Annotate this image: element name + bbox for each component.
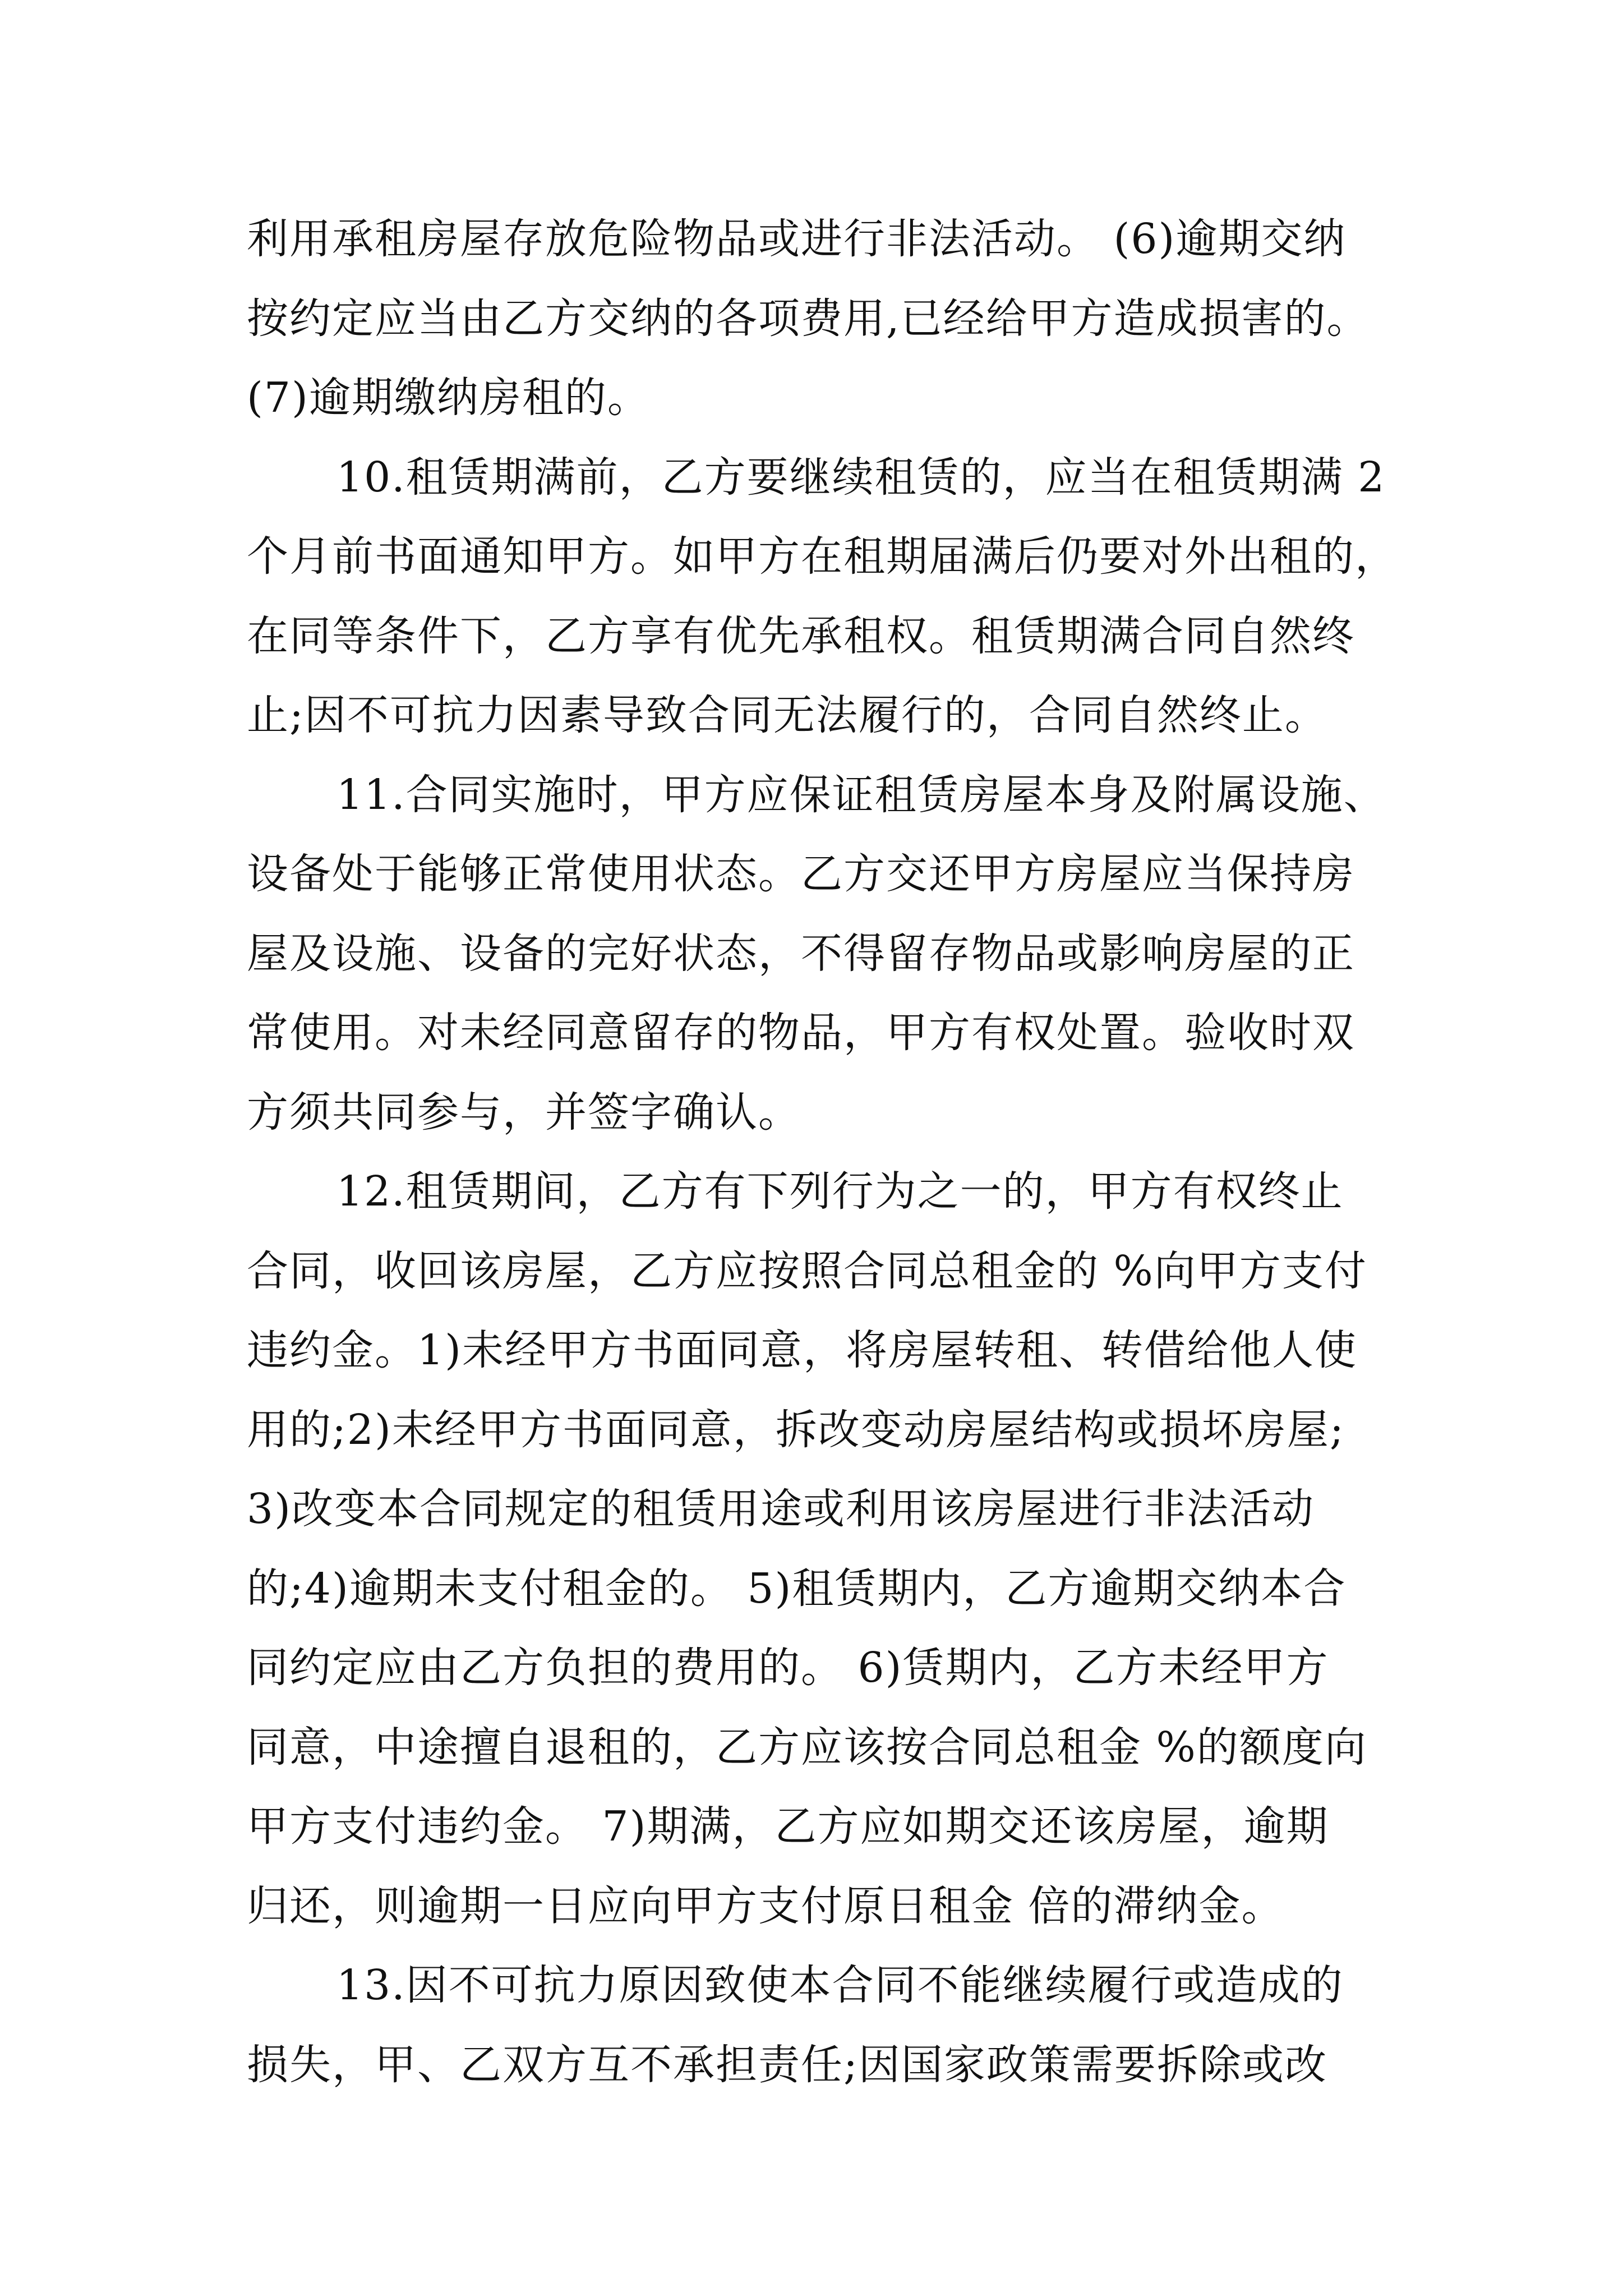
text-line: 按约定应当由乙方交纳的各项费用,已经给甲方造成损害的。 [247,294,1370,343]
text-line: 止;因不可抗力因素导致合同无法履行的，合同自然终止。 [247,691,1327,739]
text-line: 用的;2)未经甲方书面同意，拆改变动房屋结构或损坏房屋; [247,1405,1345,1454]
text-line: 屋及设施、设备的完好状态，不得留存物品或影响房屋的正 [247,929,1355,978]
text-line: 常使用。对未经同意留存的物品，甲方有权处置。验收时双 [247,1009,1355,1057]
text-line: 合同，收回该房屋，乙方应按照合同总租金的 %向甲方支付 [247,1246,1367,1295]
text-line: (7)逾期缴纳房租的。 [247,374,650,422]
text-line: 甲方支付违约金。 7)期满，乙方应如期交还该房屋，逾期 [247,1802,1329,1851]
text-line: 归还，则逾期一日应向甲方支付原日租金 倍的滞纳金。 [247,1881,1284,1930]
text-line: 在同等条件下，乙方享有优先承租权。租赁期满合同自然终 [247,611,1355,660]
text-line: 利用承租房屋存放危险物品或进行非法活动。 (6)逾期交纳 [247,215,1347,263]
text-line: 设备处于能够正常使用状态。乙方交还甲方房屋应当保持房 [247,850,1355,898]
text-line: 方须共同参与，并签字确认。 [247,1088,801,1137]
clause-start-line: 10.租赁期满前，乙方要继续租赁的，应当在租赁期满 2 [336,453,1386,501]
text-line: 同意，中途擅自退租的，乙方应该按合同总租金 %的额度向 [247,1723,1367,1772]
text-line: 损失，甲、乙双方互不承担责任;因国家政策需要拆除或改 [247,2040,1327,2089]
text-line: 的;4)逾期未支付租金的。 5)租赁期内，乙方逾期交纳本合 [247,1564,1347,1613]
clause-start-line: 12.租赁期间，乙方有下列行为之一的，甲方有权终止 [336,1167,1344,1216]
clause-start-line: 11.合同实施时，甲方应保证租赁房屋本身及附属设施、 [336,770,1386,819]
contract-text-body [247,200,1464,2105]
text-line: 违约金。1)未经甲方书面同意，将房屋转租、转借给他人使 [247,1326,1357,1374]
text-line: 个月前书面通知甲方。如甲方在租期届满后仍要对外出租的， [247,532,1398,581]
text-line: 同约定应由乙方负担的费用的。 6)赁期内，乙方未经甲方 [247,1644,1329,1692]
clause-start-line: 13.因不可抗力原因致使本合同不能继续履行或造成的 [336,1961,1344,2009]
text-line: 3)改变本合同规定的租赁用途或利用该房屋进行非法活动 [247,1485,1315,1533]
